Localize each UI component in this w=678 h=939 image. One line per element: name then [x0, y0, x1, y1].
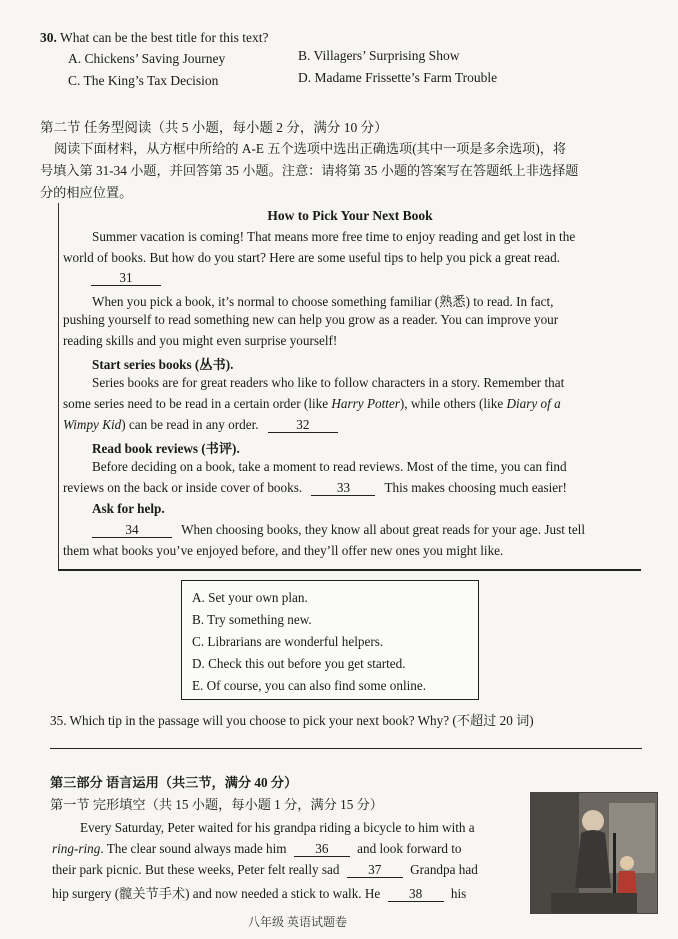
- passage-p5-line2: them what books you’ve enjoyed before, and they’ll offer new ones you might like.: [63, 543, 504, 558]
- cloze-l3-text-b: Grandpa had: [410, 862, 478, 877]
- passage-p3-line3: [63, 417, 338, 433]
- p5-text-a: When choosing books, they know all about great reads for your age. Just tell: [181, 522, 586, 537]
- q30-option-d: D. Madame Frissette’s Farm Trouble: [298, 70, 498, 85]
- blank-38: 38: [388, 887, 444, 902]
- blank-33: 33: [311, 481, 375, 496]
- p3-text-b: ), while others (like: [399, 396, 507, 411]
- cloze-line-1: Every Saturday, Peter waited for his grandpa riding a bicycle to him with a: [80, 820, 475, 835]
- blank-32: 32: [268, 418, 338, 433]
- q30-question: [40, 30, 268, 46]
- section2-heading: 第二节 任务型阅读（共 5 小题，每小题 2 分，满分 10 分）: [40, 120, 388, 135]
- q30-option-c: C. The King’s Tax Decision: [68, 73, 219, 88]
- cloze-ring-ring: ring-ring: [52, 841, 101, 856]
- q35-answer-line: [50, 748, 642, 749]
- options-box: [181, 580, 479, 700]
- passage-p2-line1: When you pick a book, it’s normal to choose something familiar (熟悉) to read. In fact,: [92, 294, 554, 309]
- p3-text-c: ) can be read in any order.: [121, 417, 259, 432]
- p3-title-wimpy-kid: Wimpy Kid: [63, 417, 122, 432]
- passage-p3-line2: [63, 396, 561, 412]
- page-footer: 八年级 英语试题卷: [248, 915, 348, 929]
- cloze-l3-text: their park picnic. But these weeks, Peter felt really sad: [52, 862, 340, 877]
- section2-instruction-2: 号填入第 31-34 小题，并回答第 35 小题。注意：请将第 35 小题的答案写在答题纸上非选择题: [40, 163, 579, 178]
- passage-p4-line2: [63, 480, 567, 496]
- passage-p4-line1: Before deciding on a book, take a moment to read reviews. Most of the time, you can find: [92, 459, 567, 474]
- passage-p2-line2: pushing yourself to read something new can help you grow as a reader. You can improve your: [63, 312, 559, 327]
- option-b: B. Try something new.: [192, 612, 312, 627]
- passage-box: [58, 203, 641, 571]
- grandpa-photo-illustration: [531, 793, 657, 913]
- section2-instruction-3: 分的相应位置。: [40, 185, 133, 200]
- part3-heading: 第三部分 语言运用（共三节，满分 40 分）: [50, 775, 298, 790]
- passage-p2-line3: reading skills and you might even surprise yourself!: [63, 333, 338, 348]
- grandpa-photo: [530, 792, 658, 914]
- q30-option-a: A. Chickens’ Saving Journey: [68, 51, 226, 66]
- cloze-l2-text-b: and look forward to: [357, 841, 462, 856]
- q30-option-b: B. Villagers’ Surprising Show: [298, 48, 460, 63]
- blank-37: 37: [347, 863, 403, 878]
- q30-number: 30.: [40, 30, 57, 45]
- passage-p3-line1: Series books are for great readers who like to follow characters in a story. Remember that: [92, 375, 565, 390]
- cloze-line-4: [52, 883, 466, 902]
- cloze-line-2: [52, 841, 462, 857]
- part3-subheading: 第一节 完形填空（共 15 小题，每小题 1 分，满分 15 分）: [50, 797, 383, 812]
- blank-36: 36: [294, 842, 350, 857]
- passage-title: How to Pick Your Next Book: [267, 208, 433, 223]
- blank-31-number: 31: [91, 271, 161, 286]
- blank-31: [91, 270, 161, 286]
- p3-title-harry-potter: Harry Potter: [331, 396, 400, 411]
- section2-instruction-1: 阅读下面材料，从方框中所给的 A-E 五个选项中选出正确选项(其中一项是多余选项)，将: [54, 141, 567, 156]
- q35-question: 35. Which tip in the passage will you choose to pick your next book? Why? (不超过 20 词): [50, 713, 534, 728]
- p4-text-b: This makes choosing much easier!: [384, 480, 567, 495]
- passage-p1-line1: Summer vacation is coming! That means more free time to enjoy reading and get lost in the: [92, 229, 576, 244]
- cloze-l2-text: . The clear sound always made him: [100, 841, 287, 856]
- q30-text: What can be the best title for this text?: [60, 30, 269, 45]
- option-e: E. Of course, you can also find some online.: [192, 678, 427, 693]
- passage-p1-line2: world of books. But how do you start? Here are some useful tips to help you pick a great read.: [63, 250, 560, 265]
- cloze-l4-text: hip surgery (髋关节手术) and now needed a stick to walk. He: [52, 886, 381, 901]
- passage-heading-ask: Ask for help.: [92, 501, 165, 516]
- option-d: D. Check this out before you get started.: [192, 656, 406, 671]
- passage-p5-line1: [92, 522, 585, 538]
- passage-heading-series: Start series books (丛书).: [92, 357, 234, 372]
- passage-heading-reviews: Read book reviews (书评).: [92, 441, 240, 456]
- cloze-l4-text-b: his: [450, 886, 467, 901]
- p3-title-diary: Diary of a: [506, 396, 561, 411]
- option-a: A. Set your own plan.: [192, 590, 308, 605]
- p3-text-a: some series need to be read in a certain order (like: [63, 396, 332, 411]
- cloze-line-3: [52, 862, 478, 878]
- p4-text-a: reviews on the back or inside cover of books.: [63, 480, 303, 495]
- blank-34: 34: [92, 523, 172, 538]
- option-c: C. Librarians are wonderful helpers.: [192, 634, 384, 649]
